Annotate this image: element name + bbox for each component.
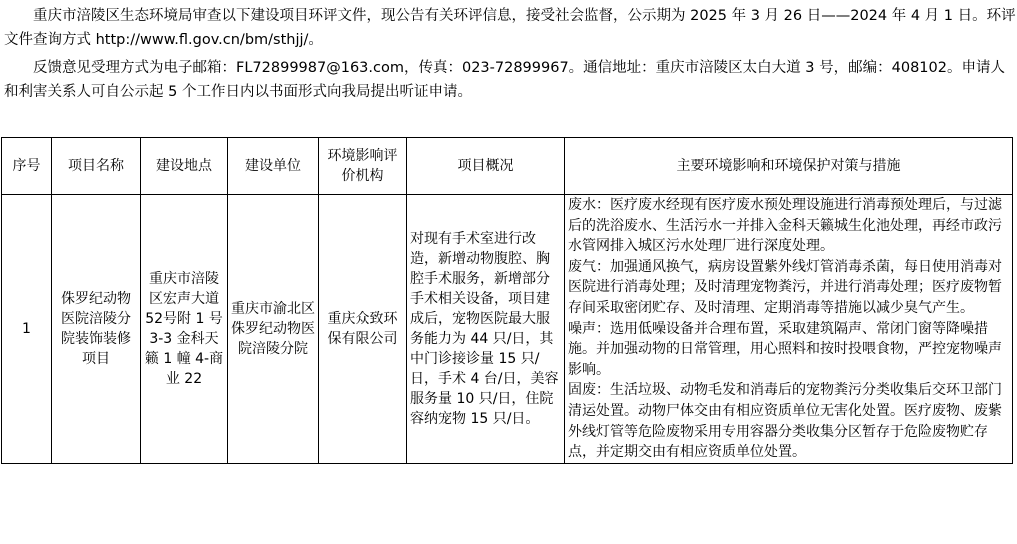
header-summary: 项目概况 bbox=[407, 138, 565, 195]
header-eia-agency: 环境影响评价机构 bbox=[319, 138, 407, 195]
header-location: 建设地点 bbox=[141, 138, 228, 195]
cell-measures bbox=[565, 195, 1013, 464]
table-header-row bbox=[2, 138, 1013, 195]
cell-index: 1 bbox=[2, 195, 52, 464]
notice-paragraph-feedback: 反馈意见受理方式为电子邮箱：FL72899987@163.com，传真：023-72899967。通信地址：重庆市涪陵区太白大道 3 号，邮编：408102。申请人和利害关系人可自公示起 5 个工作日内以书面形式向我局提出听证申请。 bbox=[4, 60, 1005, 100]
notice-paragraph-period: 重庆市涪陵区生态环境局审查以下建设项目环评文件，现公告有关环评信息，接受社会监督，公示期为 2025 年 3 月 26 日——2024 年 4 月 1 日。环评文件查询方式 http://www.fl.gov.cn/bm/sthjj/。 bbox=[4, 8, 1016, 48]
measure-noise: 噪声：选用低噪设备并合理布置，采取建筑隔声、常闭门窗等降噪措施。并加强动物的日常管理，用心照料和按时投喂食物，严控宠物噪声影响。 bbox=[568, 320, 1002, 378]
measure-solid-waste: 固废：生活垃圾、动物毛发和消毒后的宠物粪污分类收集后交环卫部门清运处置。动物尸体交由有相应资质单位无害化处置。医疗废物、废紫外线灯管等危险废物采用专用容器分类收集分区暂存于危险废物贮存点，并定期交由有相应资质单位处置。 bbox=[568, 382, 1002, 461]
notice-intro bbox=[0, 0, 1017, 104]
cell-location: 重庆市涪陵区宏声大道52号附 1 号 3-3 金科天籁 1 幢 4-商业 22 bbox=[141, 195, 228, 464]
cell-project-name: 侏罗纪动物医院涪陵分院装饰装修项目 bbox=[52, 195, 141, 464]
measure-wastewater: 废水：医疗废水经现有医疗废水预处理设施进行消毒预处理后，与过滤后的洗浴废水、生活污水一并排入金科天籁城生化池处理，再经市政污水管网排入城区污水处理厂进行深度处理。 bbox=[568, 197, 1002, 255]
header-index: 序号 bbox=[2, 138, 52, 195]
header-builder: 建设单位 bbox=[228, 138, 319, 195]
table-row bbox=[2, 195, 1013, 464]
header-project-name: 项目名称 bbox=[52, 138, 141, 195]
header-measures: 主要环境影响和环境保护对策与措施 bbox=[565, 138, 1013, 195]
eia-project-table bbox=[1, 137, 1013, 464]
measure-exhaust: 废气：加强通风换气，病房设置紫外线灯管消毒杀菌，每日使用消毒对医院进行消毒处理；及时清理宠物粪污，并进行消毒处理；医疗废物暂存间采取密闭贮存、及时清理、定期消毒等措施以减少臭气产生。 bbox=[568, 258, 1002, 316]
cell-eia-agency: 重庆众致环保有限公司 bbox=[319, 195, 407, 464]
cell-summary: 对现有手术室进行改造，新增动物腹腔、胸腔手术服务，新增部分手术相关设备，项目建成后，宠物医院最大服务能力为 44 只/日，其中门诊接诊量 15 只/日，手术 4 台/日，美容服务量 10 只/日，住院容纳宠物 15 只/日。 bbox=[407, 195, 565, 464]
cell-builder: 重庆市渝北区侏罗纪动物医院涪陵分院 bbox=[228, 195, 319, 464]
